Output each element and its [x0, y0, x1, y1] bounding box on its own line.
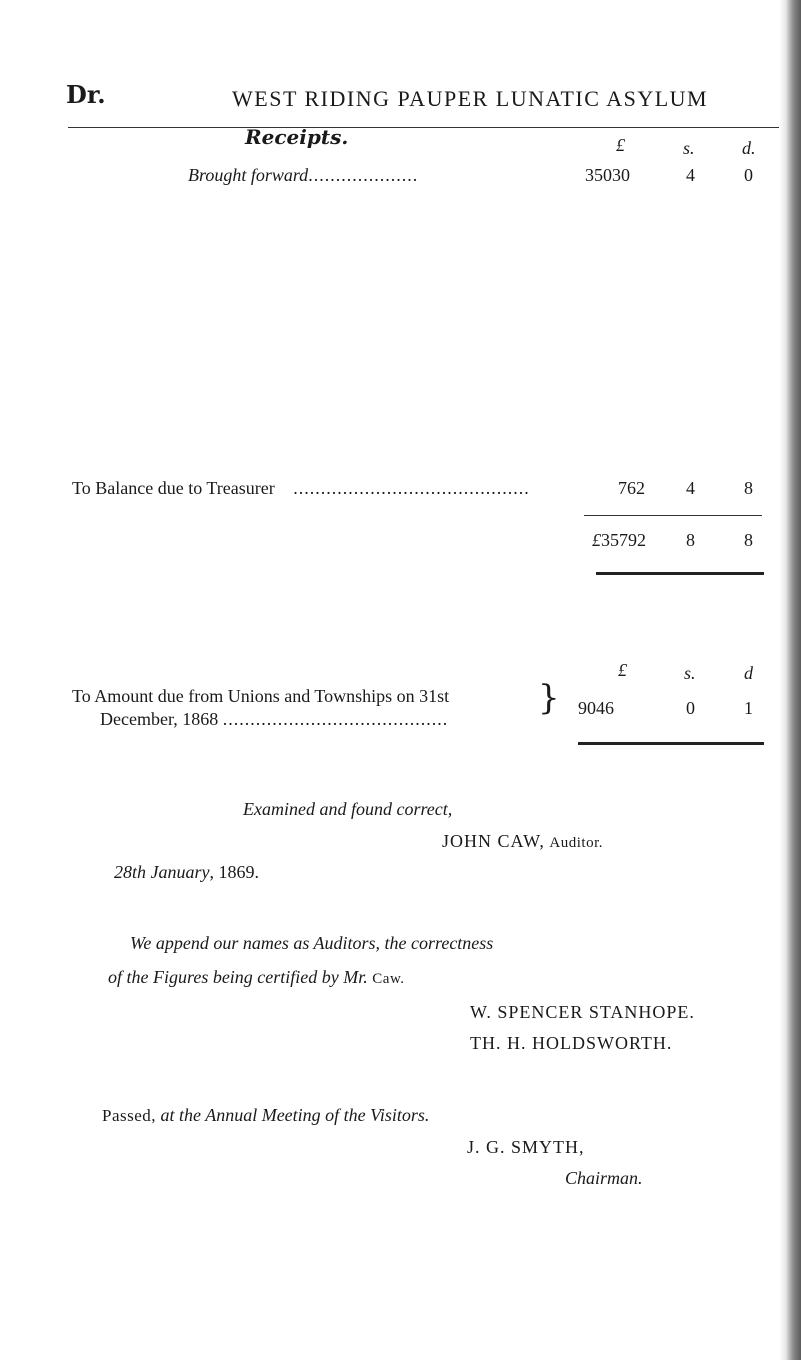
total-pound-symbol: £ — [592, 530, 601, 550]
passed-statement — [102, 1105, 429, 1126]
audit-date — [114, 862, 259, 883]
amount-due-pounds: 9046 — [578, 698, 614, 718]
chairman-name: J. G. SMYTH, — [467, 1137, 585, 1157]
amount-shillings-header: s. — [684, 663, 696, 683]
brace-glyph: } — [538, 678, 560, 718]
total-rule — [584, 515, 762, 516]
page-edge-shadow — [779, 0, 801, 1360]
auditor-title: Auditor. — [549, 835, 603, 851]
amount-pence-header: d — [744, 663, 753, 683]
auditors-note-text: of the Figures being certified by Mr. — [108, 967, 368, 987]
leader-dots: ......................................... — [222, 709, 449, 729]
audit-date-day: 28th January — [114, 862, 210, 882]
brought-forward-row — [188, 165, 418, 186]
balance-pence: 8 — [744, 478, 753, 498]
amount-due-shillings: 0 — [686, 698, 695, 718]
balance-pounds: 762 — [618, 478, 645, 498]
total-amount — [592, 530, 646, 551]
pounds-header: £ — [616, 135, 625, 155]
auditors-note-line2 — [108, 967, 405, 988]
amount-due-date: December, 1868 — [100, 709, 219, 729]
auditors-note-name: Caw. — [372, 971, 405, 987]
balance-shillings: 4 — [686, 478, 695, 498]
header-rule — [68, 127, 780, 128]
signatory-holdsworth: TH. H. HOLDSWORTH. — [470, 1033, 673, 1053]
total-pence: 8 — [744, 530, 753, 550]
receipts-heading: Receipts. — [245, 125, 349, 149]
auditor-signature — [442, 831, 603, 852]
balance-label: To Balance due to Treasurer — [72, 478, 275, 498]
brought-forward-label: Brought forward — [188, 165, 309, 185]
amount-due-pence: 1 — [744, 698, 753, 718]
leader-dots: ........................................... — [293, 478, 530, 498]
amount-rule — [578, 742, 764, 745]
brought-forward-pence: 0 — [744, 165, 753, 185]
auditors-note-line1: We append our names as Auditors, the correctness — [130, 933, 494, 953]
shillings-header: s. — [683, 138, 695, 158]
leader-dots: .................... — [308, 165, 419, 185]
passed-text: at the Annual Meeting of the Visitors. — [160, 1105, 430, 1125]
chairman-title: Chairman. — [565, 1168, 643, 1188]
amount-due-line2 — [100, 709, 448, 730]
page-marker-dr: Dr. — [66, 80, 106, 109]
double-rule — [596, 572, 764, 575]
signatory-stanhope: W. SPENCER STANHOPE. — [470, 1002, 695, 1022]
page-header-title: WEST RIDING PAUPER LUNATIC ASYLUM — [232, 86, 709, 111]
passed-word: Passed, — [102, 1106, 157, 1125]
audit-date-year: , 1869. — [209, 862, 259, 882]
amount-pounds-header: £ — [618, 660, 627, 680]
pence-header: d. — [742, 138, 756, 158]
total-shillings: 8 — [686, 530, 695, 550]
audit-statement: Examined and found correct, — [243, 799, 453, 819]
balance-row — [72, 478, 530, 499]
amount-due-line1: To Amount due from Unions and Townships on 31st — [72, 686, 450, 706]
auditor-name: JOHN CAW, — [442, 831, 545, 851]
brought-forward-pounds: 35030 — [585, 165, 630, 185]
brought-forward-shillings: 4 — [686, 165, 695, 185]
total-pounds: 35792 — [601, 530, 646, 550]
